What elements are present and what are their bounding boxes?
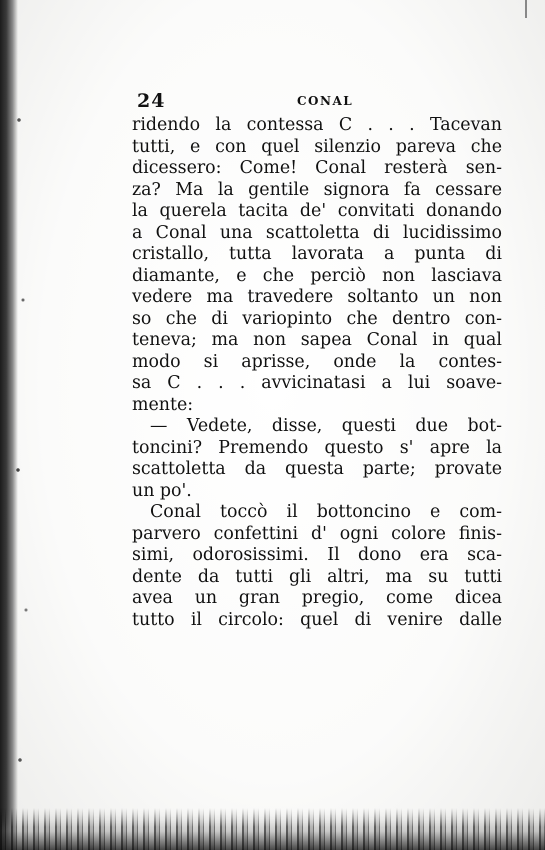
body-text [132, 115, 502, 631]
paper-specks [14, 0, 44, 850]
text-line: mente: [132, 394, 194, 415]
text-line: Conal toccò il bottoncino e com- [150, 502, 502, 522]
text-line: — Vedete, disse, questi due bot- [150, 416, 502, 436]
text-line: diamante, e che perciò non lasciava [132, 265, 502, 286]
text-line: a Conal una scattoletta di lucidissimo [132, 222, 502, 243]
text-line: modo si aprisse, onde la contes- [132, 351, 502, 372]
running-title: CONAL [297, 94, 354, 108]
text-line: ridendo la contessa C . . . Tacevan [132, 115, 502, 135]
text-line: avea un gran pregio, come dicea [132, 588, 502, 608]
text-line: tutto il circolo: quel di venire dalle [132, 609, 502, 630]
text-line: vedere ma travedere soltanto un non [132, 287, 502, 307]
text-line: dente da tutti gli altri, ma su tutti [132, 566, 502, 587]
text-line: la querela tacita de' convitati donando [132, 201, 502, 221]
text-line: so che di variopinto che dentro con- [132, 308, 502, 329]
torn-bottom-edge [0, 808, 545, 850]
text-line: parvero confettini d' ogni colore finis- [132, 523, 502, 544]
text-line: za? Ma la gentile signora fa cessare [132, 179, 502, 200]
text-line: un po'. [132, 480, 192, 501]
text-line: scattoletta da questa parte; provate [132, 459, 502, 479]
text-line: teneva; ma non sapea Conal in qual [132, 330, 502, 350]
running-head [137, 90, 437, 112]
page-number: 24 [137, 90, 166, 112]
text-line: simi, odorosissimi. Il dono era sca- [132, 545, 502, 565]
text-line: dicessero: Come! Conal resterà sen- [132, 158, 502, 178]
paper-mark [525, 0, 527, 18]
text-line: sa C . . . avvicinatasi a lui soave- [132, 373, 502, 393]
text-line: toncini? Premendo questo s' apre la [132, 437, 502, 458]
text-line: cristallo, tutta lavorata a punta di [132, 244, 502, 264]
text-line: tutti, e con quel silenzio pareva che [132, 136, 502, 157]
